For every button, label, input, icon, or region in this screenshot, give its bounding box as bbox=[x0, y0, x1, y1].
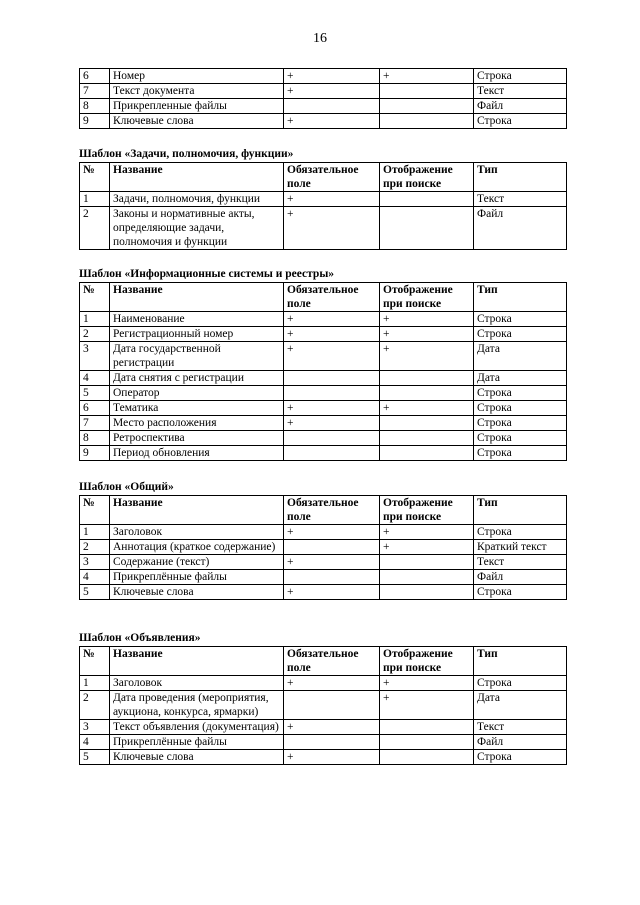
cell-required bbox=[284, 99, 380, 114]
cell-required: + bbox=[284, 555, 380, 570]
template-title: Шаблон «Общий» bbox=[79, 481, 174, 493]
cell-name: Задачи, полномочия, функции bbox=[110, 192, 284, 207]
template-title: Шаблон «Информационные системы и реестры» bbox=[79, 268, 335, 280]
header-type: Тип bbox=[474, 283, 567, 312]
cell-type: Строка bbox=[474, 114, 567, 129]
cell-number: 6 bbox=[80, 69, 110, 84]
cell-display bbox=[380, 114, 474, 129]
header-required: Обязательное поле bbox=[284, 647, 380, 676]
template-section bbox=[79, 479, 566, 600]
cell-number: 8 bbox=[80, 99, 110, 114]
cell-type: Строка bbox=[474, 750, 567, 765]
table-row bbox=[80, 525, 567, 540]
cell-type: Строка bbox=[474, 676, 567, 691]
cell-required: + bbox=[284, 327, 380, 342]
cell-type: Текст bbox=[474, 555, 567, 570]
cell-required: + bbox=[284, 676, 380, 691]
cell-type: Строка bbox=[474, 585, 567, 600]
cell-type: Строка bbox=[474, 327, 567, 342]
cell-required bbox=[284, 735, 380, 750]
cell-display: + bbox=[380, 342, 474, 371]
cell-number: 2 bbox=[80, 207, 110, 250]
cell-name: Наименование bbox=[110, 312, 284, 327]
cell-display bbox=[380, 371, 474, 386]
cell-required: + bbox=[284, 207, 380, 250]
cell-name: Период обновления bbox=[110, 446, 284, 461]
table-row bbox=[80, 691, 567, 720]
table-header-row bbox=[80, 163, 567, 192]
cell-number: 5 bbox=[80, 386, 110, 401]
cell-name: Регистрационный номер bbox=[110, 327, 284, 342]
cell-number: 4 bbox=[80, 735, 110, 750]
cell-name: Номер bbox=[110, 69, 284, 84]
cell-display: + bbox=[380, 401, 474, 416]
template-section bbox=[79, 630, 566, 765]
cell-name: Аннотация (краткое содержание) bbox=[110, 540, 284, 555]
cell-display bbox=[380, 386, 474, 401]
header-type: Тип bbox=[474, 163, 567, 192]
cell-name: Дата государственной регистрации bbox=[110, 342, 284, 371]
table-header-row bbox=[80, 647, 567, 676]
table-row bbox=[80, 555, 567, 570]
header-type: Тип bbox=[474, 496, 567, 525]
cell-number: 4 bbox=[80, 371, 110, 386]
cell-number: 4 bbox=[80, 570, 110, 585]
cell-required: + bbox=[284, 720, 380, 735]
cell-required bbox=[284, 446, 380, 461]
table-row bbox=[80, 540, 567, 555]
cell-name: Ключевые слова bbox=[110, 114, 284, 129]
cell-name: Заголовок bbox=[110, 676, 284, 691]
cell-required bbox=[284, 540, 380, 555]
cell-type: Строка bbox=[474, 401, 567, 416]
cell-number: 3 bbox=[80, 555, 110, 570]
table-header-row bbox=[80, 283, 567, 312]
header-display: Отображение при поиске bbox=[380, 283, 474, 312]
cell-number: 1 bbox=[80, 525, 110, 540]
cell-display bbox=[380, 446, 474, 461]
table-row bbox=[80, 401, 567, 416]
header-required: Обязательное поле bbox=[284, 283, 380, 312]
cell-type: Строка bbox=[474, 386, 567, 401]
cell-type: Текст bbox=[474, 720, 567, 735]
cell-type: Дата bbox=[474, 342, 567, 371]
table-row bbox=[80, 416, 567, 431]
table-row bbox=[80, 207, 567, 250]
template-section bbox=[79, 266, 566, 461]
header-name: Название bbox=[110, 283, 284, 312]
cell-required: + bbox=[284, 585, 380, 600]
continuation-table-block bbox=[79, 68, 566, 129]
cell-display: + bbox=[380, 540, 474, 555]
header-number: № bbox=[80, 647, 110, 676]
table-row bbox=[80, 327, 567, 342]
header-display: Отображение при поиске bbox=[380, 647, 474, 676]
cell-number: 7 bbox=[80, 84, 110, 99]
header-display: Отображение при поиске bbox=[380, 163, 474, 192]
cell-display: + bbox=[380, 691, 474, 720]
table-body bbox=[80, 312, 567, 461]
cell-display: + bbox=[380, 525, 474, 540]
header-number: № bbox=[80, 283, 110, 312]
cell-type: Файл bbox=[474, 207, 567, 250]
cell-name: Прикреплённые файлы bbox=[110, 570, 284, 585]
cell-display: + bbox=[380, 312, 474, 327]
cell-required: + bbox=[284, 84, 380, 99]
cell-required: + bbox=[284, 416, 380, 431]
cell-display bbox=[380, 99, 474, 114]
cell-number: 5 bbox=[80, 585, 110, 600]
cell-name: Дата проведения (мероприятия, аукциона, конкурса, ярмарки) bbox=[110, 691, 284, 720]
template-table bbox=[79, 646, 567, 765]
table-row bbox=[80, 720, 567, 735]
cell-name: Текст документа bbox=[110, 84, 284, 99]
cell-type: Файл bbox=[474, 570, 567, 585]
template-title: Шаблон «Задачи, полномочия, функции» bbox=[79, 148, 294, 160]
cell-number: 1 bbox=[80, 192, 110, 207]
cell-display bbox=[380, 735, 474, 750]
cell-type: Строка bbox=[474, 312, 567, 327]
template-table bbox=[79, 282, 567, 461]
cell-required: + bbox=[284, 69, 380, 84]
cell-display: + bbox=[380, 676, 474, 691]
cell-display: + bbox=[380, 327, 474, 342]
table-body bbox=[80, 69, 567, 129]
cell-name: Место расположения bbox=[110, 416, 284, 431]
cell-display bbox=[380, 207, 474, 250]
table-header-row bbox=[80, 496, 567, 525]
page-number: 16 bbox=[313, 31, 327, 46]
cell-type: Строка bbox=[474, 416, 567, 431]
cell-required: + bbox=[284, 312, 380, 327]
table-row bbox=[80, 192, 567, 207]
cell-type: Файл bbox=[474, 99, 567, 114]
table-row bbox=[80, 84, 567, 99]
cell-number: 1 bbox=[80, 312, 110, 327]
cell-number: 8 bbox=[80, 431, 110, 446]
header-name: Название bbox=[110, 496, 284, 525]
cell-number: 3 bbox=[80, 720, 110, 735]
cell-required: + bbox=[284, 192, 380, 207]
table-row bbox=[80, 371, 567, 386]
cell-name: Ключевые слова bbox=[110, 585, 284, 600]
cell-display bbox=[380, 431, 474, 446]
header-display: Отображение при поиске bbox=[380, 496, 474, 525]
cell-type: Строка bbox=[474, 69, 567, 84]
cell-name: Тематика bbox=[110, 401, 284, 416]
cell-name: Законы и нормативные акты, определяющие задачи, полномочия и функции bbox=[110, 207, 284, 250]
cell-number: 9 bbox=[80, 446, 110, 461]
cell-name: Оператор bbox=[110, 386, 284, 401]
cell-required: + bbox=[284, 750, 380, 765]
cell-display bbox=[380, 555, 474, 570]
cell-type: Строка bbox=[474, 431, 567, 446]
cell-number: 1 bbox=[80, 676, 110, 691]
cell-type: Дата bbox=[474, 691, 567, 720]
cell-display bbox=[380, 416, 474, 431]
table-row bbox=[80, 570, 567, 585]
table-row bbox=[80, 69, 567, 84]
cell-type: Краткий текст bbox=[474, 540, 567, 555]
table-body bbox=[80, 676, 567, 765]
table-row bbox=[80, 585, 567, 600]
cell-number: 2 bbox=[80, 327, 110, 342]
cell-name: Текст объявления (документация) bbox=[110, 720, 284, 735]
cell-required bbox=[284, 691, 380, 720]
template-table bbox=[79, 162, 567, 250]
table-row bbox=[80, 99, 567, 114]
table-row bbox=[80, 342, 567, 371]
header-type: Тип bbox=[474, 647, 567, 676]
cell-required bbox=[284, 431, 380, 446]
template-table bbox=[79, 495, 567, 600]
cell-required bbox=[284, 371, 380, 386]
table-row bbox=[80, 735, 567, 750]
cell-display bbox=[380, 84, 474, 99]
cell-type: Текст bbox=[474, 84, 567, 99]
cell-name: Заголовок bbox=[110, 525, 284, 540]
cell-type: Файл bbox=[474, 735, 567, 750]
header-number: № bbox=[80, 496, 110, 525]
cell-number: 5 bbox=[80, 750, 110, 765]
cell-type: Текст bbox=[474, 192, 567, 207]
cell-number: 9 bbox=[80, 114, 110, 129]
cell-required: + bbox=[284, 342, 380, 371]
header-required: Обязательное поле bbox=[284, 496, 380, 525]
cell-required: + bbox=[284, 525, 380, 540]
header-name: Название bbox=[110, 163, 284, 192]
cell-type: Дата bbox=[474, 371, 567, 386]
table-row bbox=[80, 750, 567, 765]
continuation-table bbox=[79, 68, 567, 129]
table-row bbox=[80, 446, 567, 461]
cell-name: Прикреплённые файлы bbox=[110, 735, 284, 750]
cell-display bbox=[380, 585, 474, 600]
cell-required bbox=[284, 570, 380, 585]
table-row bbox=[80, 431, 567, 446]
cell-type: Строка bbox=[474, 525, 567, 540]
header-name: Название bbox=[110, 647, 284, 676]
cell-required: + bbox=[284, 401, 380, 416]
cell-display bbox=[380, 750, 474, 765]
cell-number: 2 bbox=[80, 691, 110, 720]
cell-type: Строка bbox=[474, 446, 567, 461]
cell-required bbox=[284, 386, 380, 401]
cell-name: Ключевые слова bbox=[110, 750, 284, 765]
cell-number: 3 bbox=[80, 342, 110, 371]
cell-display bbox=[380, 570, 474, 585]
cell-number: 2 bbox=[80, 540, 110, 555]
cell-number: 6 bbox=[80, 401, 110, 416]
cell-name: Прикрепленные файлы bbox=[110, 99, 284, 114]
table-row bbox=[80, 386, 567, 401]
table-row bbox=[80, 114, 567, 129]
cell-display bbox=[380, 192, 474, 207]
cell-name: Содержание (текст) bbox=[110, 555, 284, 570]
cell-display: + bbox=[380, 69, 474, 84]
table-row bbox=[80, 312, 567, 327]
table-row bbox=[80, 676, 567, 691]
cell-number: 7 bbox=[80, 416, 110, 431]
header-number: № bbox=[80, 163, 110, 192]
header-required: Обязательное поле bbox=[284, 163, 380, 192]
template-title: Шаблон «Объявления» bbox=[79, 632, 201, 644]
table-body bbox=[80, 525, 567, 600]
cell-required: + bbox=[284, 114, 380, 129]
cell-name: Дата снятия с регистрации bbox=[110, 371, 284, 386]
template-section bbox=[79, 146, 566, 250]
table-body bbox=[80, 192, 567, 250]
cell-name: Ретроспектива bbox=[110, 431, 284, 446]
cell-display bbox=[380, 720, 474, 735]
